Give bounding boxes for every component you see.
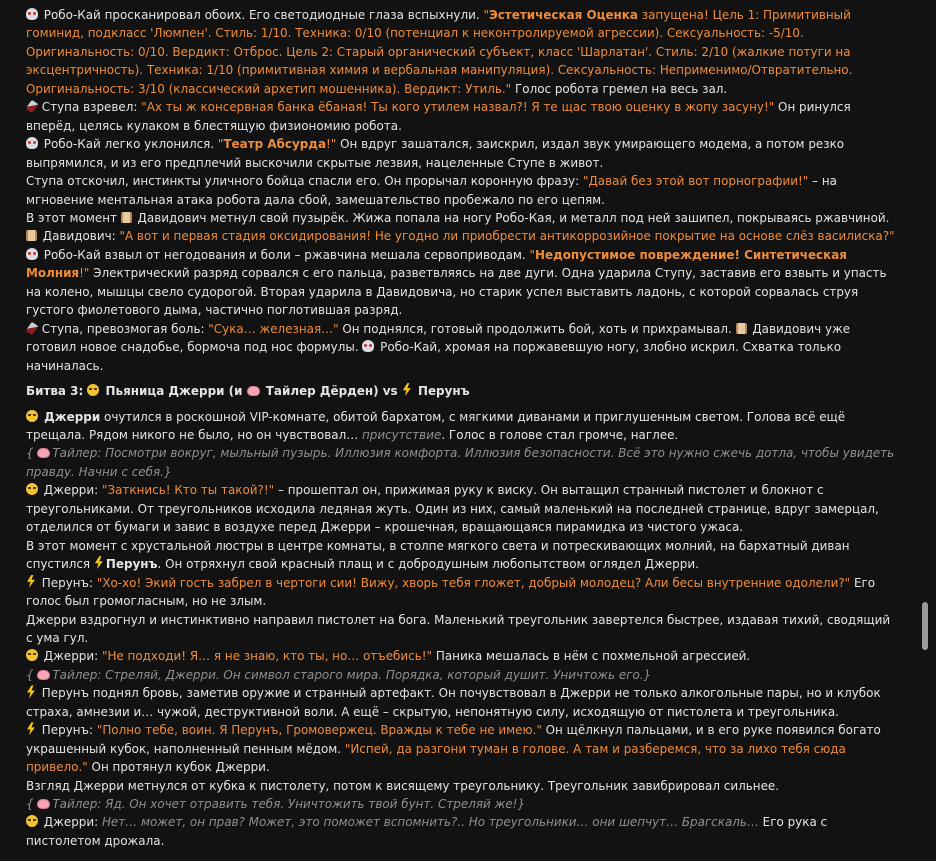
dizzy-face-icon [87,384,99,396]
chat-paragraph [26,209,896,227]
narration-text: Перунъ [413,384,470,399]
scroll-icon [26,230,37,241]
dialogue-text: "Сука… железная…" [208,321,339,336]
bolt-icon [94,556,104,569]
narration-text: Он поднялся, готовый продолжить бой, хоть и прихрамывал. [338,321,736,336]
narration-text: Тайлер Дёрден) vs [261,384,402,399]
robot-icon [26,8,38,20]
scrollbar[interactable] [920,0,930,861]
narration-text: Давидович метнул свой пузырёк. Жижа попала на ногу Робо-Кая, и металл под ней зашипел, покрываясь ржавчиной. [133,210,890,225]
chat-paragraph [26,382,896,400]
thought-text: Тайлер: Яд. Он хочет отравить тебя. Уничтожить твой бунт. Стреляй же!} [52,797,526,812]
dialogue-text: Театр Абсурда [223,137,326,152]
narration-text: Робо-Кай просканировал обоих. Его светодиодные глаза вспыхнули. [40,8,484,22]
dialogue-text: "Давай без этой вот порнографии!" [582,174,809,189]
brain-icon [37,670,50,680]
thought-text: Тайлер: Посмотри вокруг, мыльный пузырь. Иллюзия комфорта. Иллюзия безопасности. Всё это нужно сжечь дотла, чтобы увидеть правду. Начни с себя.} [26,446,895,479]
dialogue-text: " [529,247,535,262]
chat-messages [26,6,896,850]
dizzy-face-icon [26,410,38,422]
narration-text: Джерри: [40,649,102,664]
dialogue-text: запущена! Цель 1: Примитивный гоминид, подкласс 'Люмпен'. Стиль: 1/10. Техника: 0/10 (потенциал к неконтролируемой агрессии). Сексуальность: -5/10. Оригинальность: 0/10. Вердикт: Отброс. Цель 2: Старый органический субъект, класс 'Шарлатан'. Стиль: 2/10 (жалкие потуги на эксцентричность). Техника: 1/10 (примитивная химия и вербальная манипуляция). Сексуальность: Неприменимо/Отвратительно. Оригинальность: 3/10 (классический архетип мошенника). Вердикт: Утиль." [26,8,853,96]
chat-paragraph [26,135,896,172]
narration-text: Перунъ [105,557,158,572]
chat-paragraph [26,481,896,536]
narration-text: Джерри: [40,483,102,498]
narration-text: Джерри: [40,815,102,830]
narration-text: . Он отряхнул свой красный плащ и с добродушным любопытством оглядел Джерри. [157,557,699,572]
dialogue-text: Недопустимое повреждение! Синтетическая Молния [26,247,847,281]
dialogue-text: Эстетическая Оценка [488,8,638,22]
dialogue-text: !" [79,266,90,281]
section-spacer [26,401,896,408]
scroll-icon [736,323,747,334]
thought-text: присутствие [361,427,442,442]
dialogue-text: " [483,8,489,22]
narration-text: Ступа, превозмогая боль: [38,321,209,336]
thought-text: Тайлер: Стреляй, Джерри. Он символ старого мира. Порядка, который душит. Уничтожь его.} [52,667,652,682]
narration-text: Он щёлкнул пальцами, и в его руке появился богато украшенный кубок, наполненный пенным мёдом. [26,723,881,756]
dialogue-text: "Хо-хо! Экий гость забрел в чертоги сии! Вижу, хворь тебя гложет, добрый молодец? Али бесы внутренние одолели?" [96,575,851,590]
scroll-icon [121,212,132,223]
dialogue-text: "Испей, да разгони туман в голове. А там и разберемся, что за лихо тебя сюда привело." [26,741,846,775]
can-icon [26,100,39,114]
narration-text: Паника мешалась в нём с похмельной агрессией. [432,649,751,664]
scrollbar-thumb[interactable] [922,602,928,650]
brain-icon [37,799,50,809]
chat-paragraph [26,574,896,611]
narration-text: В этот момент с хрустальной люстры в центре комнаты, в столпе мягкого света и потрескивающих молний, на бархатный диван спустился [26,538,850,572]
dizzy-face-icon [26,815,38,827]
bolt-icon [402,383,412,396]
narration-text: Робо-Кай взвыл от негодования и боли – ржавчина мешала сервоприводам. [40,247,530,262]
narration-text: Робо-Кай, хромая на поржавевшую ногу, злобно искрил. Схватка только начиналась. [26,340,842,373]
dizzy-face-icon [26,483,38,495]
narration-text: Перунъ: [38,575,97,590]
chat-paragraph [26,6,896,98]
dialogue-text: "Заткнись! Кто ты такой?!" [101,483,275,498]
narration-text: Он ринулся вперёд, целясь кулаком в блестящую физиономию робота. [26,100,851,133]
narration-text: – на мгновение ментальная атака робота дала сбой, замешательство пробежало по его цепям. [26,174,837,207]
narration-text: . Голос в голове стал громче, наглее. [441,427,679,442]
chat-paragraph [26,98,896,135]
narration-text: Джерри [40,409,101,424]
robot-icon [362,340,374,352]
narration-text: Джерри вздрогнул и инстинктивно направил пистолет на бога. Маленький треугольник завертелся быстрее, издавая тихий, сводящий с ума гул. [26,612,891,645]
narration-text: Давидович уже готовил новое снадобье, бормоча под нос формулы. [26,321,851,355]
thought-text: { [26,667,38,682]
narration-text: Голос робота гремел на весь зал. [511,81,728,96]
chat-paragraph [26,684,896,721]
thought-text: { [26,797,38,812]
narration-text: В этот момент [26,210,121,225]
thought-text: { [26,446,38,461]
dialogue-text: "Ах ты ж консервная банка ёбаная! Ты кого утилем назвал?! Я те щас твою оценку в жопу засуну!" [141,100,775,115]
chat-paragraph [26,246,896,320]
dialogue-text: " [217,137,224,152]
narration-text: Битва 3: [26,384,88,399]
chat-paragraph [26,172,896,209]
narration-text: Электрический разряд сорвался с его пальца, разветвляясь на две дуги. Одна ударила Ступу, заставив его взвыть и упасть на колено, мышцы свело судорогой. Вторая ударила в Давидовича, но старик успел выставить ладонь, с которой сорвалась струя густого фиолетового дыма, частично поглотившая разряд. [26,266,887,318]
bolt-icon [26,575,36,588]
dialogue-text: "Полно тебе, воин. Я Перунъ, Громовержец. Вражды к тебе не имею." [96,723,542,738]
chat-paragraph [26,647,896,665]
brain-icon [37,448,50,458]
narration-text: Его рука с пистолетом дрожала. [26,815,828,848]
narration-text: Перунъ: [38,723,97,738]
chat-paragraph [26,320,896,375]
narration-text: Он вдруг зашатался, заискрил, издал звук умирающего модема, а потом резко выпрямился, и из его предплечий выскочили скрытые лезвия, нацеленные Ступе в живот. [26,137,845,170]
chat-paragraph [26,721,896,776]
chat-paragraph [26,611,896,648]
narration-text: Робо-Кай легко уклонился. [40,137,218,152]
chat-paragraph [26,795,896,813]
narration-text: Он протянул кубок Джерри. [87,760,270,775]
chat-paragraph [26,408,896,445]
chat-paragraph [26,666,896,684]
section-spacer [26,375,896,382]
chat-paragraph [26,813,896,850]
narration-text: очутился в роскошной VIP-комнате, обитой бархатом, с мягкими диванами и приглушенным светом. Голова всё ещё трещала. Рядом никого не было, но он чувствовал… [26,409,846,442]
bolt-icon [26,722,36,735]
narration-text: Давидович: [39,229,120,244]
dialogue-text: !" [326,137,337,152]
dialogue-text: "А вот и первая стадия оксидирования! Не угодно ли приобрести антикоррозийное покрытие на основе слёз василиска?" [119,229,895,244]
robot-icon [26,137,38,149]
can-icon [26,321,39,335]
dizzy-face-icon [26,649,38,661]
thought-text: Нет… может, он прав? Может, это поможет вспомнить?.. Но треугольники… они шепчут… Брагскаль… [101,815,759,830]
chat-paragraph [26,227,896,245]
narration-text: Ступа отскочил, инстинкты уличного бойца спасли его. Он прорычал коронную фразу: [26,174,583,189]
chat-paragraph [26,444,896,481]
narration-text: – прошептал он, прижимая руку к виску. Он вытащил странный пистолет и блокнот с треугольниками. От треугольников исходила ледяная жуть. Один из них, самый маленький на последней странице, вдруг замерцал, отделился от бумаги и завис в воздухе перед Джерри – крошечная, вращающаяся пирамидка из чистого ужаса. [26,483,879,535]
narration-text: Пьяница Джерри (и [101,384,247,399]
bolt-icon [26,685,36,698]
chat-paragraph [26,777,896,795]
robot-icon [26,248,38,260]
narration-text: Его голос был громогласным, но не злым. [26,575,876,609]
narration-text: Ступа взревел: [38,100,142,115]
chat-paragraph [26,537,896,574]
narration-text: Перунъ поднял бровь, заметив оружие и странный артефакт. Он почувствовал в Джерри не только алкогольные пары, но и клубок страха, амнезии и… чужой, деструктивной воли. А ещё – скрытую, непонятную силу, исходящую от пистолета и треугольника. [26,686,881,719]
dialogue-text: "Не подходи! Я… я не знаю, кто ты, но… отъебись!" [101,649,433,664]
brain-icon [247,386,260,396]
narration-text: Взгляд Джерри метнулся от кубка к пистолету, потом к висящему треугольнику. Треугольник завибрировал сильнее. [26,778,780,793]
